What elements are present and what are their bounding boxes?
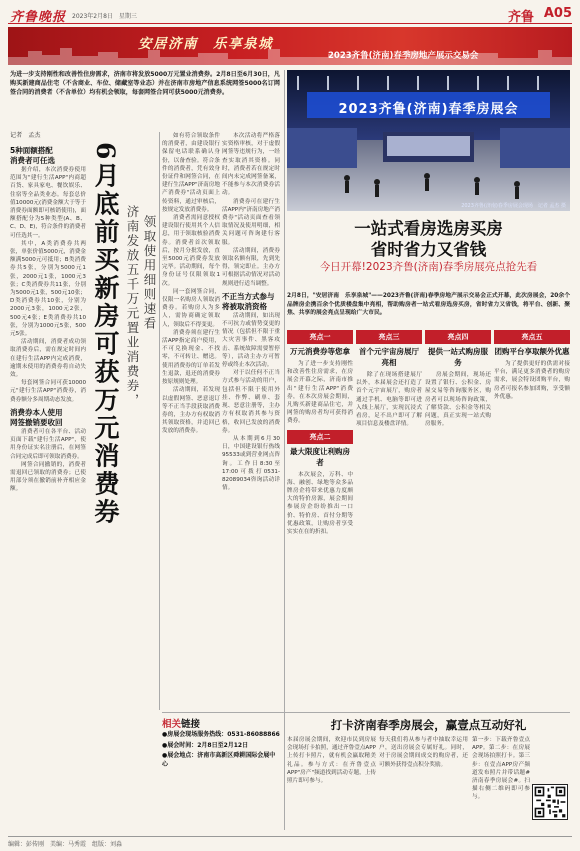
- subheading: 不正当方式参与: [222, 291, 275, 301]
- highlight-badge: 亮点五: [494, 330, 570, 344]
- related-links-label: [162, 716, 200, 730]
- paragraph: 同一套网签合同，仅限一名购房人领取消费券。若购房人为多人，需协商确定领取人，领取后不得变更。: [162, 288, 220, 328]
- paragraph: 为了提供更好的供需对接平台，满足更多消费者的购房需求，展会特设团购平台，购房者可报名参加团购，享受额外优惠。: [494, 361, 570, 400]
- paragraph: 除了在现场搭建展厅以外，本届展会还打造了首个元宇宙展厅，购房者通过手机、电脑等即可进入线上展厅，实现沉浸式看房，足不出户即可了解项目信息及楼盘详情。: [356, 372, 422, 428]
- qr-code-icon[interactable]: [532, 784, 568, 820]
- related-links-list: [162, 731, 280, 771]
- paragraph: 消费者需同意授权建设银行使用其个人信息，用于领取核验消费券。消费者首次领取后，按月分批发放，直至5000元消费券发放完毕。活动期间，每个身份证号仅限领取1次。: [162, 215, 220, 287]
- right-article-column-2: [356, 326, 422, 428]
- subheading: 网签撤销要收回: [10, 417, 63, 427]
- page-footer: 编辑：彭传刚 美编：马秀霞 组版：刘淼: [8, 836, 572, 848]
- related-link-item[interactable]: ●展会地点：济南市高新区舜耕国际会展中心: [162, 752, 276, 768]
- article-lead: 为进一步支持刚性和改善性住房需求，济南市将发放5000万元置业消费券。2月8日至6月30日，凡购买新建商品住宅（不含商业、车位、储藏室等业态）并在济南市房地产信息系统网签5000名订网签合同的消费者（不含单位）均有机会领取，每套网签合同可获5000元消费券。: [10, 71, 280, 96]
- expo-photo: [287, 70, 570, 211]
- paragraph: 消费券可在建行生活APP内"济南房地产消费券"活动页面查看领取情况及使用明细，相关问题可咨询建行客服。: [222, 198, 280, 246]
- expo-hall-illustration: [287, 70, 570, 211]
- highlight-heading: 最大限度让利购房者: [290, 446, 350, 467]
- right-article-headline: [287, 218, 570, 260]
- left-article-column-2: [162, 132, 220, 436]
- highlight-badge: 亮点二: [287, 430, 353, 444]
- paragraph: 为了进一步支持刚性和改善性住房需求，在房展会开幕之际，济南市推出"建行生活APP"消费券，在本次房展会期间，凡购买新建商品住宅，并网签的购房者均可获得消费券。: [287, 361, 353, 425]
- paragraph: 其中，A类消费券共两张，单张价值5000元，消费金额满5000元可抵用；B类消费券共5张，分别为5000元1张，2000元1张，1000元3张；C类消费券共11张，分别为5000元1张，500元10张；D类消费券共10张，分别为2000元3张，1000元2张，500元4张；E类消费券共10张，分别为1000元5张，500元5张。: [10, 240, 86, 338]
- related-link-item[interactable]: ●房展会现场服务热线：0531-86088866: [162, 731, 280, 738]
- headline-line-1: 一站式看房选房买房: [354, 219, 503, 238]
- row-divider: [162, 712, 570, 713]
- highlight-heading: 首个元宇宙房展厅亮相: [359, 347, 419, 367]
- page-number: A05: [543, 6, 572, 21]
- banner-slogan: 安居济南 乐享泉城: [138, 36, 273, 52]
- highlight-badge: 亮点一: [287, 330, 353, 344]
- paragraph: 对于以任何不正当方式参与活动的用户，包括但不限于使用外挂、作弊、刷单、套现、恶意注册等，主办方有权取消其参与资格，收回已发放的消费券。: [222, 370, 280, 434]
- left-article-headline: 6月底前买新房可获万元消费券: [91, 142, 120, 527]
- highlight-heading: 万元消费券等您拿: [290, 347, 350, 356]
- photo-caption: 2023齐鲁(济南)春季房展会现场 记者 孟杰 摄: [461, 203, 566, 209]
- column-divider: [159, 132, 160, 710]
- newspaper-logo: 齐鲁晚报: [10, 10, 67, 25]
- bottom-article-headline: 打卡济南春季房展会，赢壹点互动好礼: [330, 718, 527, 732]
- highlight-heading: 团购平台享取额外优惠: [494, 347, 570, 356]
- paragraph: 活动期间，消费者成功领取消费券后，需在规定时间内在建行生活APP内完成消费，逾期未使用的消费券将自动失效。: [10, 339, 86, 379]
- subheading: 消费者可任选: [10, 156, 55, 165]
- paragraph: 本次活动将严格落实资格审核，对于虚假网签等违规行为，一经查实取消其资格。同时，消费者若在规定时间内未完成网签备案，不能参与本次消费券活动。: [222, 133, 280, 197]
- paragraph: 从本期到6月30日，中国建设银行热线95533或到营业网点咨询。工作日8:30至17:00可拨打0531-82089034咨询活动详情。: [222, 435, 280, 492]
- paragraph: 活动期间，消费券领取名额有限，先到先得，领完即止。主办方可根据活动情况对活动规则进行适当调整。: [222, 247, 280, 287]
- left-article-column-3: [222, 132, 280, 492]
- right-article-deck: 今日开幕!2023齐鲁(济南)春季房展亮点抢先看: [319, 261, 538, 273]
- paragraph: 活动期间，如出现不可抗力或情势变更的情况（包括但不限于重大灾害事件、黑客攻击、系统故障需要暂停等），活动主办方可暂停或终止本次活动。: [222, 312, 280, 369]
- subheading: 将被取消资格: [222, 301, 267, 311]
- subheading: 5种面额搭配: [10, 146, 53, 155]
- skyline-graphic: [8, 45, 572, 65]
- issue-date: 2023年2月8日 星期三: [72, 13, 137, 20]
- paragraph: 如有符合领取条件的消费者，由建设银行保留电话联系确认身份，以备查验。符合条件的消费者，凭有效身份证件和网签合同，在建行生活APP"济南房地产消费券"活动页面上传资料，通过审核后，按规定发放消费券。: [162, 133, 220, 213]
- paragraph: 网签合同撤销的，消费者需退回已领取的消费券；已使用部分须在撤销前补齐相应金额。: [10, 461, 86, 493]
- left-article-subhead-2: 领取使用细则速看: [142, 215, 157, 331]
- highlight-badge: 亮点三: [356, 330, 422, 344]
- event-banner: [8, 27, 572, 65]
- column-divider: [284, 70, 285, 830]
- right-article-column-4: [494, 326, 570, 401]
- section-name: 齐鲁: [507, 10, 534, 25]
- related-link-item[interactable]: ●展会时间：2月8日至2月12日: [162, 741, 249, 749]
- reporter-byline: 记者 孟杰: [10, 132, 41, 139]
- paragraph: 房展会期间，现场还设置了银行、公积金、房屋交易等咨询服务区，购房者可以现场咨询政策，了解贷款、公积金等相关问题，真正实现一站式购房服务。: [425, 372, 491, 428]
- headline-line-2: 省时省力又省钱: [370, 240, 487, 259]
- bottom-article-column-1: 本届房展会期间，欢迎市民到房展会现场打卡拍照，通过齐鲁壹点APP上传打卡照片，就有机会赢取精美礼品。参与方式：在齐鲁壹点APP"房产"频道找到活动专题，上传照片即可参与。: [287, 737, 376, 785]
- right-article-column-1: [287, 326, 353, 536]
- left-article-column-1: [10, 146, 86, 494]
- paragraph: 消费券须在建行生活APP指定商户使用，不可兑换现金、不找零，不可转让、赠送。使用消费券的订单若发生退款，退还的消费券按原规则处理。: [162, 329, 220, 386]
- paragraph: 活动期间，若发现以虚假网签、恶意退订等不正当手段获取消费券的，主办方有权取消其领取资格，并追回已发放的消费券。: [162, 387, 220, 435]
- highlight-heading: 提供一站式购房服务: [428, 347, 488, 367]
- bottom-article-column-2: 每天我们将从参与者中抽取幸运用户，送出房展会专属好礼。同时，对于房展会期间成交的购房者，还可额外获得壹点积分奖励。: [379, 737, 468, 768]
- paragraph: 据介绍，本次消费券使用范围为"建行生活APP"内商超百货、家具家电、餐饮娱乐、住宿等全品类业态。每套总价值10000元(消费金额大于等于消费券面额即可核销使用)，面额搭配分为5种类型(A、B、C、D、E)，符合条件的消费者可任选其一。: [10, 167, 86, 239]
- banner-subtitle: 2023齐鲁(济南)春季房地产展示交易会: [328, 51, 479, 61]
- paragraph: 消费者可在各平台、活动页面下载"建行生活APP"，使用身份证实名注册后，在网签合同完成后即可领取消费券。: [10, 428, 86, 460]
- photo-overlay-title: 2023齐鲁(济南)春季房展会: [338, 102, 519, 117]
- masthead: [8, 6, 572, 24]
- bottom-article-column-3: 第一步：下载齐鲁壹点APP。第二步：在房展会现场拍照打卡。第三步：在壹点APP房产频道发布照片并带话题#济南春季房展会#。扫描右侧二维码即可参与。: [472, 737, 530, 801]
- paragraph: 本次展会，万科、中海、融创、绿地等众多品牌房企将带来优惠力度颇大的特价房源，展会期间参展房企纷纷推出一口价、特价房、首付分期等优惠政策，让购房者享受实实在在的折扣。: [287, 471, 353, 536]
- right-article-column-3: [425, 326, 491, 428]
- right-article-lead: 2月8日，"安居济南 乐享泉城"——2023齐鲁(济南)春季房地产展示交易会正式开幕，此次房展会，20余个品牌房企携百余个优质楼盘集中亮相，帮助购房者一站式看房选房买房，省时省力又省钱，将平台、创新、聚焦、共享的展会亮点呈现给广大市民。: [287, 293, 570, 317]
- highlight-badge: 亮点四: [425, 330, 491, 344]
- related-prefix: 相关: [162, 719, 182, 730]
- paragraph: 每套网签合同可获10000元"建行生活APP"消费券，消费券额分多周期动态发放。: [10, 380, 86, 403]
- subheading: 消费券本人使用: [10, 407, 63, 417]
- related-suffix: 链接: [181, 719, 201, 730]
- left-article-subhead-1: 济南发放五千万元置业消费券，: [125, 205, 140, 408]
